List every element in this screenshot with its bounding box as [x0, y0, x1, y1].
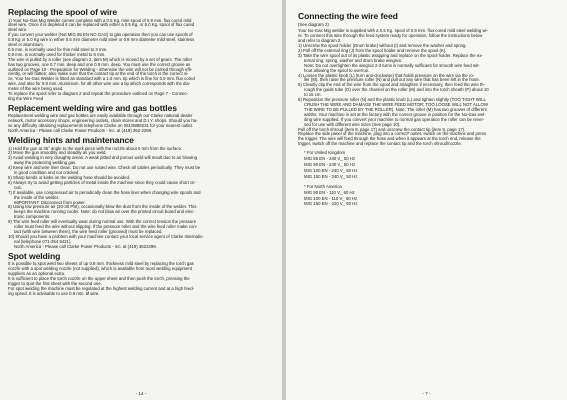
text-line: ller (M), then raise the pressure roller (N) and pull out any wire that has been left in the hose. [304, 77, 480, 83]
text-line: rough the guide tube (O) over the channel on the roller (M) and into the torch sheath (P) about 10 [304, 87, 489, 93]
text-line: Note: Do not overtighten the wingnut 2-3 turns is normally sufficient for smooth wire feed wit- [304, 62, 480, 68]
text-line: 0.8 Kg or 5.0 Kg wire in either 0.6 mm diameter mild steel or 0.8 mm diameter mild steel, stainless [8, 37, 195, 43]
text-line: 1) Hold the gun at 45° angle to the work piece with the nozzle about 6 mm from the surface. [8, 145, 183, 151]
section-heading: Replacement welding wire and gas bottles [8, 102, 177, 113]
text-line: ve any difficulty obtaining replacements telephone Clarke on 081/9888231 for your nearest outlet. [8, 123, 194, 129]
section-heading: Welding hints and maintenance [8, 135, 134, 146]
text-line: steel wire. Once it is depleted it can be replaced with either a 0.5 Kg. or 5.0 Kg. spool of flux cored [8, 22, 195, 28]
section-body [8, 19, 277, 102]
text-line: nozzle with a spot welding nozzle (not supplied), which is available from most welding equipment [8, 265, 192, 271]
section-heading: Spot welding [8, 250, 61, 261]
text-line: It is possible to spot weld two sheets of up 0.8 mm. thickness mild steel by replacing the torch gas [8, 261, 194, 267]
model-spec-line: MIG 100 EN - 240 V_ 50 Hz [304, 167, 358, 173]
uk-models-list [298, 151, 560, 180]
text-line: meter of the wire being used. [8, 86, 64, 92]
text-line: 8) Using low pressure air (20-30 PSI), occasionally blow the dust from the inside of the welder. This [8, 204, 197, 210]
text-line: North America - Please call Clarke Power Products - Inc. at (419) 3522299. [14, 243, 157, 249]
connecting-wire-feed-body [298, 29, 560, 147]
text-line: tact (with wire between them), the wire feed roller (grooved) must be replaced. [14, 228, 163, 234]
text-line: ze. Your No-Gas Welder is fitted as standard with a 1.0 mm. tip which is fine for 0.9 mm. flux cored [8, 76, 195, 82]
text-line: steel wire. [8, 27, 28, 33]
text-line: Replace the side panel of the machine, plug into a correct* outlet, switch on the machine and press [298, 131, 486, 137]
text-line: tronic components. [14, 214, 51, 220]
text-line: 2) Move the gun smoothly and steadily as you weld. [8, 150, 107, 156]
text-line: 3) Avoid welding in very draughty areas. A weak pitted and porous weld will result due to air blowing [8, 155, 198, 161]
text-line: hout allowing the spool to overrun. [304, 67, 370, 73]
text-line: 2) Pull off the external ring (J) from the spool holder and remove the spool (K). [298, 48, 447, 54]
text-line: 0.8 mm. is normally used for thicker metal to 6 mm. [8, 51, 106, 57]
text-line: 5) Sharp bends or kinks on the welding hose should be avoided. [8, 174, 131, 180]
text-line: CRUSH THE WIRE AND DAMAGE THE WIRE FEED MOTOR; TOO LOOSE WILL NOT ALLOW [304, 102, 488, 107]
right-page-content [298, 12, 560, 208]
connecting-wire-feed-heading: Connecting the wire feed [298, 11, 398, 21]
na-models-heading: * For North America [304, 183, 342, 189]
text-line: Replacement welding wire and gas bottles are easily available through our Clarke national dealer [8, 113, 193, 119]
text-line: and refer to diagram 2. [298, 38, 342, 44]
right-page-number: - 7 - [422, 391, 431, 396]
text-line: wire, and also for 0.8 mm. Aluminium. for all other wire use a tip which corresponds with the dia- [8, 81, 191, 87]
text-line: ting the Wire Feed [8, 96, 44, 101]
text-line: cuit. [14, 184, 22, 190]
text-line: away the protecting welding gas. [14, 160, 77, 166]
text-line: North America - Please call Clarke Power Products - Inc. at (419) 352-2299. [8, 128, 153, 134]
text-line: keeps the machine running cooler. Note: do not blow air over the printed circuit board and elec- [14, 209, 195, 215]
text-line: 1) Your No-Gas Mig Welder comes complete with a 0.5 Kg. mini-spool of 0.9 mm. flux cored mild [8, 17, 192, 23]
text-line: network, motor accessory shops, engineering outlets, chain stores and D.I.Y. shops. Should you ha- [8, 118, 198, 124]
text-line: For spot welding the machine must be regulated at the highest welding current and at a high feed- [8, 285, 195, 291]
text-line: 1) Unscrew the spool holder (Drum brake) without (I) and remove the washer and spring. [298, 43, 467, 49]
text-line: 10) Should you have a problem with your machine contact your local service agent of Clarke Internatio- [8, 233, 204, 239]
text-line: trigger, switch off the machine and replace the contact tip and the torch shroud/nozzle. [298, 141, 462, 147]
text-line: 4) Keep wire and wire liner clean. Do not use rusted wire. Check all cables periodically. They must be [8, 165, 201, 171]
text-line: re. To connect this wire through the feed system ready for operation, follow the instructions below [298, 33, 483, 39]
text-line: Your No-Gas Mig welder is supplied with a 0.5 Kg. spool of 0.9 mm. flux cored mild steel welding wi- [298, 28, 488, 34]
text-line: steel or aluminium. [8, 42, 45, 48]
section-body [8, 147, 277, 250]
text-line: ciently, or will flatten; also make sure that the contact tip at the end of the torch is the correct si- [8, 71, 189, 77]
text-line: 4) Loosen the plastic knob (L) (turn anti-clockwise) that holds pressure on the wire via the ro- [298, 72, 475, 78]
text-line: Pull off the torch shroud (item 8, page 17) and unscrew the contact tip (item 9, page 17). [298, 126, 466, 132]
right-page [286, 0, 567, 400]
text-line: nal (telephone 071-254 9421). [14, 238, 72, 244]
text-line: It is sufficient to place the torch nozzle on the upper sheet and then push the torch, pressing the [8, 275, 190, 281]
text-line: ternal ring, spring, washer and drum brake wingnut. [304, 57, 402, 63]
text-line: outlined on Page 10 - Preparation for Welding - otherwise the wire will not be carried through effi- [8, 66, 193, 72]
left-page [0, 0, 282, 400]
text-line: the inside of the welder. [14, 194, 60, 200]
text-line: trigger to spot the first sheet with the second one. [8, 280, 102, 286]
left-page-content [8, 8, 277, 298]
left-page-number: - 14 - [135, 391, 147, 396]
text-line: To replace the spool refer to diagram 2 and repeat the procedure outlined on Page 7 - Connec- [8, 91, 189, 97]
text-line: IMPORTANT: Disconnect from power. [14, 199, 86, 205]
na-models-list [298, 185, 560, 208]
text-line: sed for use with different wire sizes (See page 10). [304, 121, 401, 127]
see-diagram-note: (See diagram 2) [298, 21, 329, 27]
model-spec-line: MIG 150 EN - 220 V_ 60 Hz [304, 201, 358, 207]
text-line: 0.6 mm. is normally used for thin mild steel to 3 mm. [8, 46, 108, 52]
section-body [8, 262, 277, 296]
text-line: ing speed. It is advisable to use 0.8 mm. Ø wire. [8, 290, 100, 296]
text-line: has two grooves, one 0.7 mm. deep and one 0.9 mm. deep. You must use the correct groove as [8, 61, 191, 67]
section-heading: Replacing the spool of wire [8, 7, 118, 17]
text-line: roller must feed the wire without slipping. If the pressure roller and the wire feed roller make con- [14, 224, 198, 230]
text-line: 5) Cleanly clip the end of the wire from the spool and straighten if necessary, then feed the wire th- [298, 82, 485, 88]
model-spec-line: MIG 150 EN - 240 V_ 50 Hz [304, 173, 358, 179]
text-line: 9) The wire feed roller will eventually wear during normal use. With the correct tension the pressure [8, 219, 197, 225]
text-line: 3) Take the wire spool out of its plastic wrapping and replace on the spool holder. Replace the ex- [298, 52, 483, 58]
text-line: If you convert your welder (Not MIG 85 EN NO GAS) to gas operation then you can use spools of [8, 32, 193, 38]
model-spec-line: MIG 100 EN - 110 V_ 60 Hz [304, 195, 358, 201]
text-line: 6) Reposition the pressure roller (N) and the plastic knob (L) and tighten slightly (TOO TIGHT WILL [298, 97, 486, 103]
text-line: to 15 cm. [304, 92, 322, 98]
model-spec-line: MIG 90 EN - 110 V_ 60 Hz [304, 189, 355, 195]
text-line: 7) If available, use compressed air to periodically clean the hose liner when changing wire spools and [8, 189, 201, 195]
text-line: in good condition and not cracked. [14, 170, 80, 176]
section-body [8, 114, 277, 134]
text-line: the trigger. The wire will feed through the hose and when it appears at the torch end, release the [298, 136, 481, 142]
text-line: THE WIRE TO BE PULLED BY THE ROLLER). Note: The roller (M) has two grooves of different [304, 106, 487, 112]
text-line: ding wire supplied. If you convert your machine to normal gas operation the roller can be rever- [304, 116, 485, 122]
text-line: The wire is pulled by a roller (see diagram 2, item M) which is moved by a set of gears. The roller [8, 56, 193, 62]
text-line: suppliers as an optional extra. [8, 270, 66, 276]
text-line: widths. Your machine is set at the factory with the correct groove in position for the No-Gas wel- [304, 111, 486, 117]
model-spec-line: MIG 90 EN - 240 V_ 50 Hz [304, 161, 356, 167]
uk-models-heading: * For United Kingdom [304, 150, 346, 156]
text-line: 6) Always try to avoid getting particles of metal inside the machine since they could cause short cir- [8, 179, 196, 185]
model-spec-line: MIG 85 EN - 240 V_ 50 Hz [304, 156, 356, 162]
